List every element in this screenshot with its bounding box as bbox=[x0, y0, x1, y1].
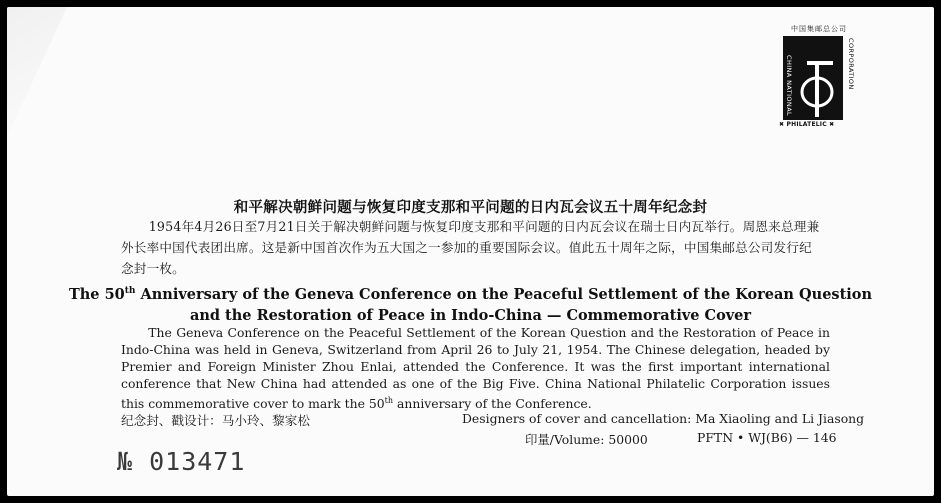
chinese-paragraph: 1954年4月26日至7月21日关于解决朝鲜问题与恢复印度支那和平问题的日内瓦会议在瑞士日内瓦举行。周恩来总理兼外长率中国代表团出席。这是新中国首次作为五大国之一参加的重要国际会议。值此五十周年之际，中国集邮总公司发行纪念封一枚。 bbox=[121, 219, 820, 276]
english-paragraph-main: The Geneva Conference on the Peaceful Settlement of the Korean Question and the Restoration of Peace in Indo-China was held in Geneva, Switzerland from April 26 to July 21, 1954. The Chinese delegation, headed by Premier and Foreign Minister Zhou Enlai, attended the Conference. It was the first important international conference that New China had attended as one of the Big Five. China National Philatelic Corporation issues this commemorative cover to mark the 50 bbox=[121, 325, 830, 412]
title-ordinal: th bbox=[124, 286, 136, 296]
english-paragraph bbox=[121, 324, 830, 412]
english-title-line-2: and the Restoration of Peace in Indo-China — Commemorative Cover bbox=[189, 306, 752, 324]
philatelic-logo bbox=[779, 24, 855, 128]
serial-number: № 013471 bbox=[117, 447, 246, 476]
english-paragraph-ordinal: th bbox=[384, 396, 394, 405]
logo-left-text: CHINA NATIONAL bbox=[785, 55, 793, 117]
phi-emblem-icon bbox=[797, 58, 837, 120]
logo-bottom-text: ✖ PHILATELIC ✖ bbox=[779, 121, 835, 128]
english-paragraph-end: anniversary of the Conference. bbox=[393, 396, 592, 412]
logo-box bbox=[783, 36, 843, 120]
english-title-line-1 bbox=[7, 281, 934, 305]
logo-right-text: CORPORATION bbox=[847, 38, 855, 90]
designers-chinese: 纪念封、戳设计：马小玲、黎家松 bbox=[121, 413, 310, 428]
designers-english: Designers of cover and cancellation: Ma Xiaoling and Li Jiasong bbox=[462, 411, 865, 426]
print-volume: 印量/Volume: 50000 bbox=[525, 432, 648, 447]
english-title bbox=[7, 281, 934, 326]
logo-chinese-text: 中国集邮总公司 bbox=[791, 25, 847, 33]
title-prefix: The 50 bbox=[68, 285, 125, 303]
pftn-code: PFTN • WJ(B6) — 146 bbox=[697, 430, 837, 445]
envelope-flap bbox=[7, 7, 67, 137]
chinese-title: 和平解决朝鲜问题与恢复印度支那和平问题的日内瓦会议五十周年纪念封 bbox=[233, 199, 708, 216]
title-line-1-rest: Anniversary of the Geneva Conference on the Peaceful Settlement of the Korean Question bbox=[135, 285, 873, 303]
envelope-back bbox=[7, 7, 934, 496]
